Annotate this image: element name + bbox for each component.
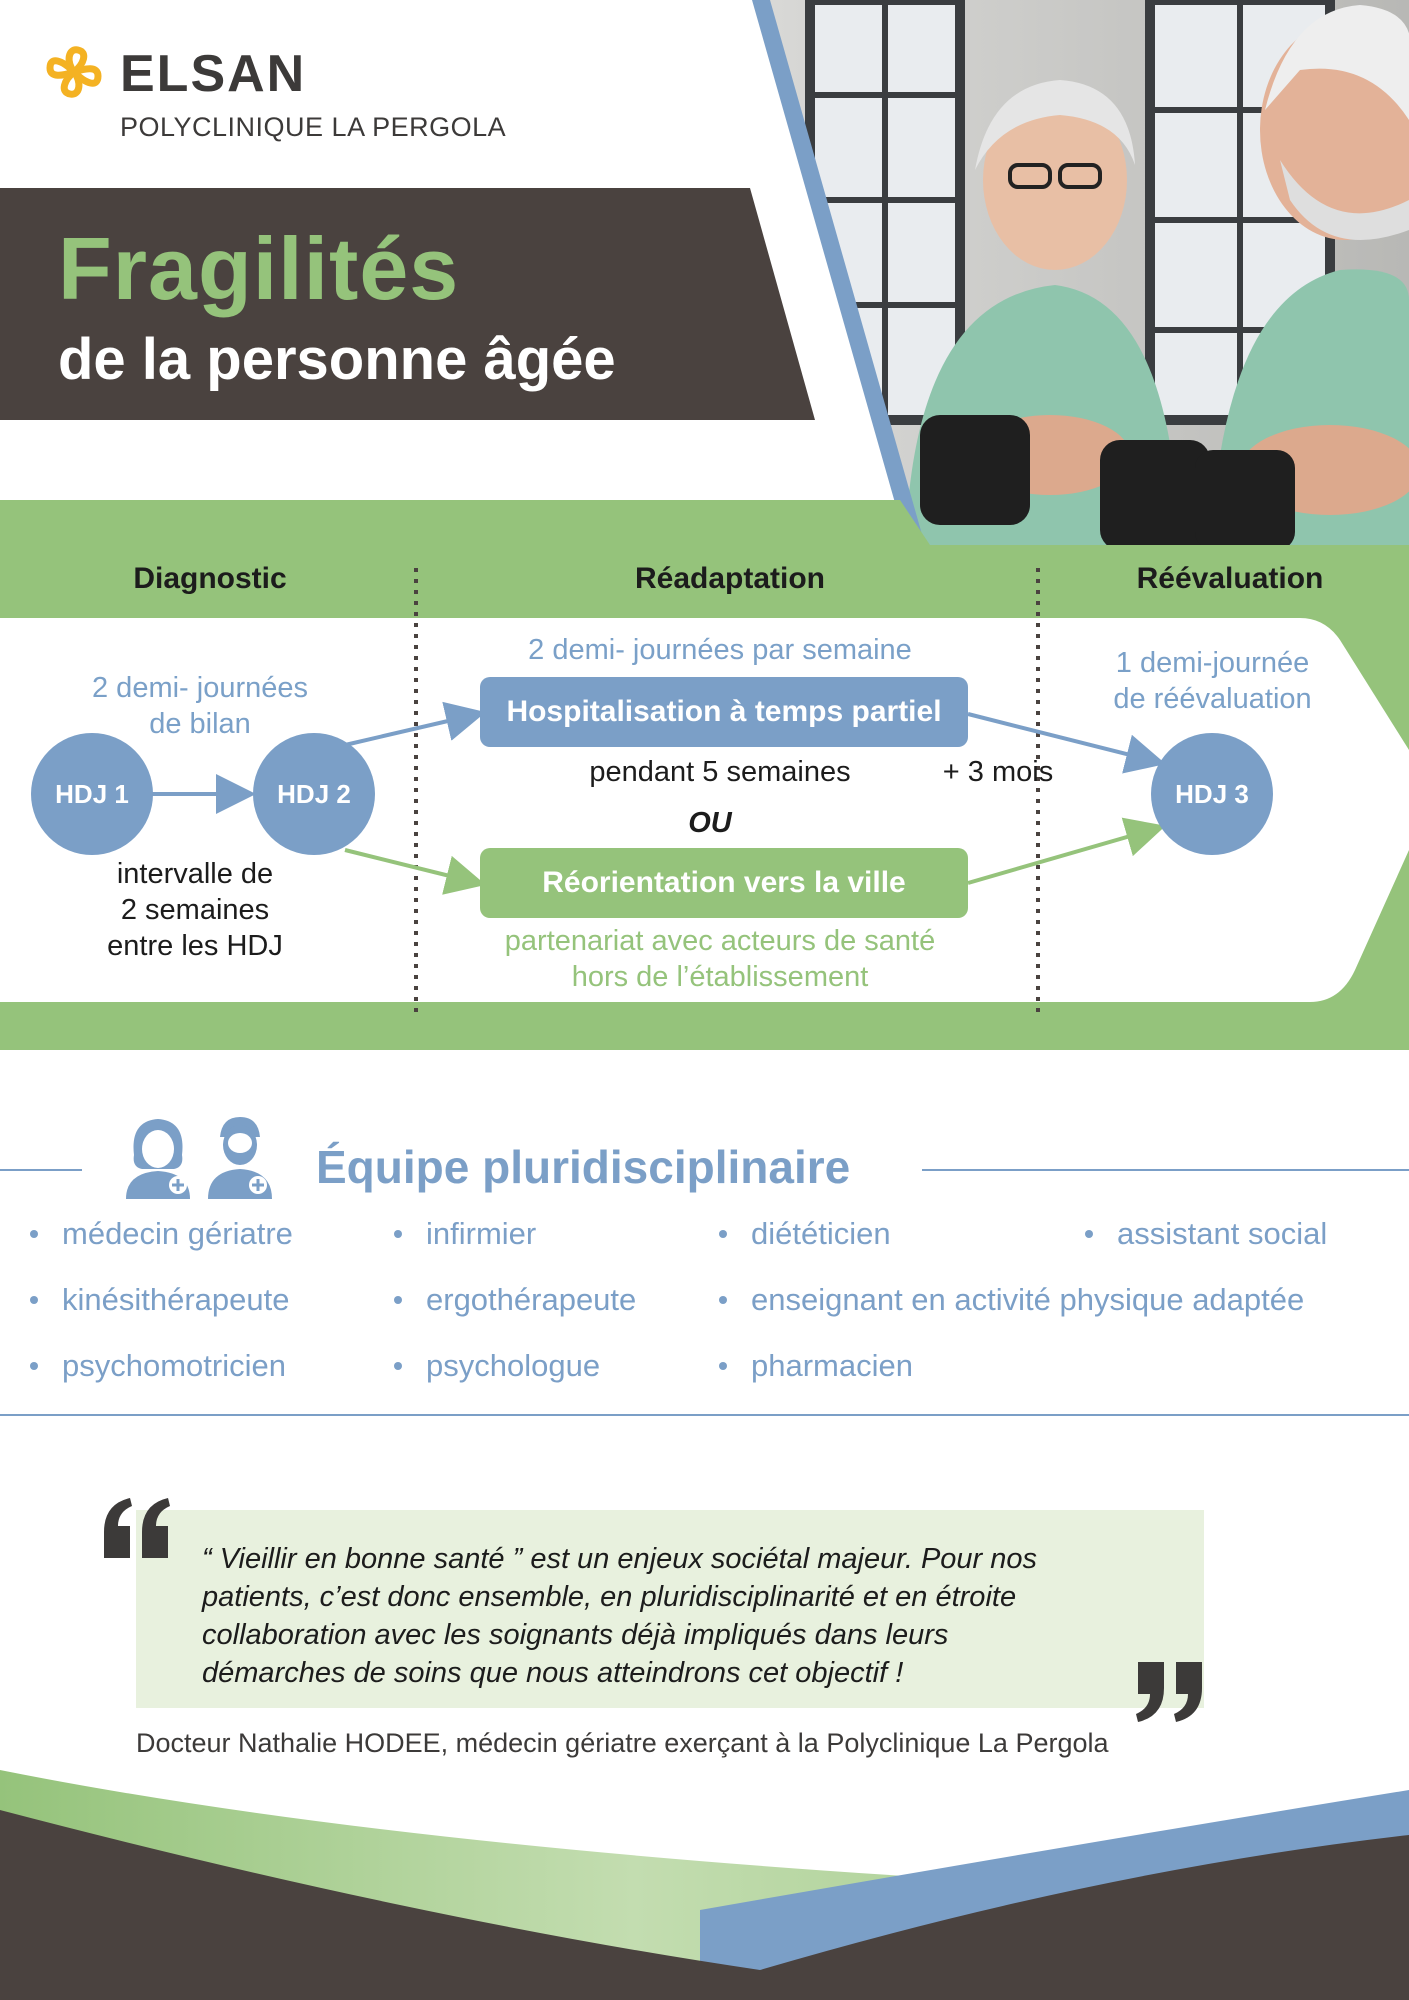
team-member	[30, 1348, 286, 1384]
hdj1-circle: HDJ 1	[31, 733, 153, 855]
diagnostic-note	[50, 670, 350, 742]
page-title: Fragilités	[58, 219, 460, 318]
footer-waves	[0, 1760, 1409, 2000]
bullet-icon	[30, 1362, 38, 1370]
male-doctor-icon	[206, 1115, 274, 1199]
team-member	[1085, 1216, 1327, 1252]
bullet-icon	[30, 1296, 38, 1304]
team-member	[719, 1348, 913, 1384]
quote-line: patients, c’est donc ensemble, en pluridisciplinarité et en étroite	[202, 1581, 1017, 1613]
hdj3-circle: HDJ 3	[1151, 733, 1273, 855]
interval-note	[60, 856, 330, 964]
team-member	[30, 1216, 293, 1252]
page-subtitle: de la personne âgée	[58, 327, 616, 392]
diagnostic-note-line: 2 demi- journées	[92, 672, 308, 704]
team-member	[719, 1282, 1304, 1318]
bullet-icon	[719, 1230, 727, 1238]
team-member-label: psychologue	[426, 1348, 601, 1383]
reevaluation-note-line: 1 demi-journée	[1115, 647, 1310, 679]
partner-note-line: hors de l’établissement	[571, 961, 869, 993]
bullet-icon	[719, 1362, 727, 1370]
team-member	[394, 1216, 536, 1252]
bullet-icon	[394, 1362, 402, 1370]
step-header-readaptation: Réadaptation	[634, 562, 826, 595]
elsan-logo-icon	[44, 42, 104, 102]
brand-name: ELSAN	[120, 45, 307, 103]
team-title: Équipe pluridisciplinaire	[316, 1141, 851, 1193]
open-quote-icon	[100, 1496, 174, 1558]
quote-author: Docteur Nathalie HODEE, médecin gériatre exerçant à la Polyclinique La Pergola	[136, 1728, 1109, 1758]
team-member-label: assistant social	[1117, 1216, 1328, 1251]
team-member-label: diététicien	[751, 1216, 891, 1251]
team-member-label: infirmier	[426, 1216, 537, 1251]
team-member	[30, 1282, 290, 1318]
team-member	[394, 1282, 636, 1318]
hdj2-circle: HDJ 2	[253, 733, 375, 855]
reevaluation-note-line: de réévaluation	[1113, 683, 1312, 715]
team-member-label: ergothérapeute	[426, 1282, 637, 1317]
partner-note-line: partenariat avec acteurs de santé	[504, 925, 936, 957]
step-header-diagnostic: Diagnostic	[133, 562, 287, 595]
team-member-label: pharmacien	[751, 1348, 913, 1383]
quote-line: démarches de soins que nous atteindrons cet objectif !	[202, 1657, 904, 1689]
or-label: OU	[688, 807, 732, 839]
team-member-label: kinésithérapeute	[62, 1282, 290, 1317]
team-member-label: médecin gériatre	[62, 1216, 293, 1251]
quote-line: collaboration avec les soignants déjà impliqués dans leurs	[202, 1619, 949, 1651]
interval-note-line: entre les HDJ	[107, 930, 283, 962]
quote-line: “ Vieillir en bonne santé ” est un enjeux sociétal majeur. Pour nos	[202, 1543, 1038, 1575]
bullet-icon	[394, 1230, 402, 1238]
duration-note: pendant 5 semaines	[589, 756, 851, 788]
bullet-icon	[394, 1296, 402, 1304]
reevaluation-note	[1090, 645, 1335, 717]
city-reorientation-box: Réorientation vers la ville	[480, 848, 968, 918]
team-member-label: enseignant en activité physique adaptée	[751, 1282, 1305, 1317]
bullet-icon	[1085, 1230, 1093, 1238]
frequency-note: 2 demi- journées par semaine	[528, 634, 912, 666]
female-doctor-icon	[122, 1115, 194, 1199]
delay-note: + 3 mois	[942, 756, 1054, 788]
bullet-icon	[719, 1296, 727, 1304]
diagnostic-note-line: de bilan	[149, 708, 251, 740]
quote-text	[202, 1540, 1162, 1692]
team-member	[394, 1348, 600, 1384]
team-member-label: psychomotricien	[62, 1348, 286, 1383]
interval-note-line: intervalle de	[116, 858, 274, 890]
step-header-reevaluation: Réévaluation	[1136, 562, 1324, 595]
bullet-icon	[30, 1230, 38, 1238]
team-member	[719, 1216, 891, 1252]
partial-hospitalisation-box: Hospitalisation à temps partiel	[480, 677, 968, 747]
interval-note-line: 2 semaines	[120, 894, 270, 926]
partner-note	[460, 923, 980, 995]
establishment-name: POLYCLINIQUE LA PERGOLA	[120, 112, 507, 142]
